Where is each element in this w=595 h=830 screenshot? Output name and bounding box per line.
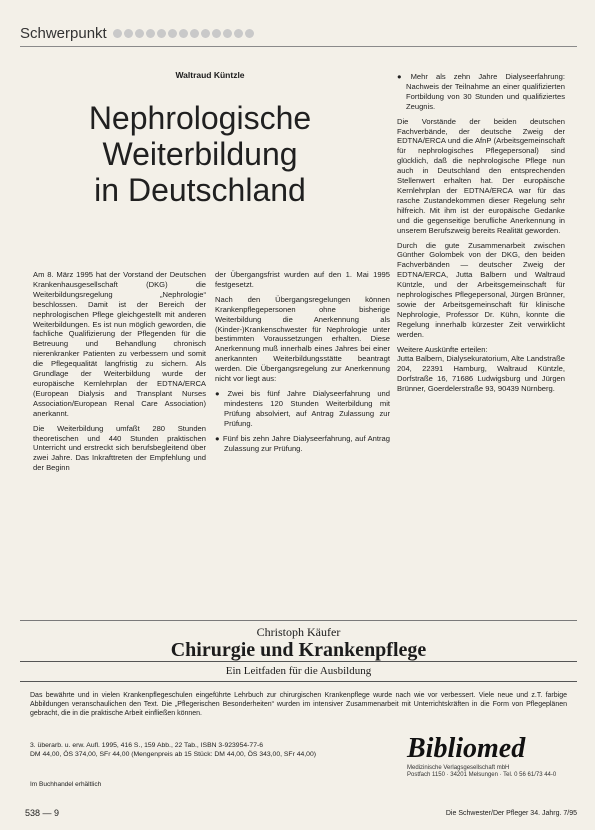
journal-reference: Die Schwester/Der Pfleger 34. Jahrg. 7/95: [445, 810, 577, 817]
bullet-item: ● Zwei bis fünf Jahre Dialyseerfahrung und mindestens 120 Stunden Weiterbildung mit Prüfung absolviert, auf Antrag Zulassung zur Prüfung.: [215, 389, 390, 429]
book-advertisement: [20, 620, 577, 816]
bullet-item: ● Fünf bis zehn Jahre Dialyseerfahrung, auf Antrag Zulassung zur Prüfung.: [215, 434, 390, 454]
paragraph: Die Weiterbildung umfaßt 280 Stunden theoretischen und 440 Stunden praktischen Unterricht und erstreckt sich berufsbegleitend über zwei Jahre. Das Inkrafttreten der Empfehlung und der Beginn: [33, 423, 206, 473]
contact-addresses: Jutta Balbern, Dialysekuratorium, Alte Landstraße 204, 22391 Hamburg, Waltraud Küntzle, Dorfstraße 16, 71686 Ludwigsburg und Jürgen Brünner, Goerdelerstraße 93, 90439 Nürnberg.: [397, 354, 565, 394]
divider: [20, 681, 577, 682]
header-rule: [20, 46, 577, 47]
book-subtitle: Ein Leitfaden für die Ausbildung: [225, 665, 372, 677]
section-header: [20, 22, 575, 44]
divider: [20, 661, 577, 662]
paragraph: Nach den Übergangsregelungen können Krankenpflegepersonen ohne bisherige Weiterbildung die Anerkennung als (Kinder-)Krankenschwester für Nephrologie unter bestimmten Voraussetzungen erhalten. Diese Anerkennung muß innerhalb eines Jahres bei einer anerkannten Weiterbildungsstätte beantragt werden. Die Übergangsregelung zur Anerkennung nicht vor liegt aus:: [215, 294, 390, 384]
page-number: 538 — 9: [25, 808, 60, 818]
article-column-2: [215, 270, 390, 458]
price-line: DM 44,00, ÖS 374,00, SFr 44,00 (Mengenpreis ab 15 Stück: DM 44,00, ÖS 343,00, SFr 44,00): [30, 751, 317, 758]
title-line: in Deutschland: [94, 172, 306, 208]
contact-heading: Weitere Auskünfte erteilen:: [397, 344, 488, 354]
section-label: Schwerpunkt: [20, 24, 107, 42]
decorative-dots: [113, 29, 254, 38]
publisher-tagline: Medizinische Verlagsgesellschaft mbH: [407, 765, 510, 771]
publisher-address: Postfach 1150 · 34201 Melsungen · Tel. 0 56 61/73 44-0: [407, 772, 557, 778]
article-title: [50, 100, 350, 208]
title-line: Nephrologische: [88, 100, 312, 136]
book-info: [30, 741, 380, 759]
page-footer: [25, 808, 577, 822]
edition-line: 3. überarb. u. erw. Aufl. 1995, 416 S., 159 Abb., 22 Tab., ISBN 3-923954-77-6: [30, 742, 264, 749]
publisher-logo: [407, 733, 557, 779]
book-description: Das bewährte und in vielen Krankenpflegeschulen eingeführte Lehrbuch zur chirurgischen Krankenpflege wurde nach wie vor verbessert. Viele neue und z.T. farbige Abbildungen veranschaulichen den Text. Die „Pflegerischen Besonderheiten“ wurden im intensiver Zusammenarbeit mit Unterrichtskräften in die Form von Pflegeplänen gebracht, die in die praktische Arbeit einfließen können.: [30, 692, 567, 717]
article-author: Waltraud Küntzle: [175, 70, 245, 80]
paragraph: Die Vorstände der beiden deutschen Fachverbände, der deutsche Zweig der EDTNA/ERCA und die AfnP (Arbeitsgemeinschaft für nephrologisches Pflegepersonal) sind glücklich, daß die nephrologische Pflege nun auch in Deutschland den entsprechenden Stellenwert erhalten hat. Der europäische Kernlehrplan der EDTNA/ERCA war für das rasche Zustandekommen dieser Regelung sehr hilfreich. Mit ihm ist der europäische Gedanke und die gegenseitige berufliche Anerkennung in unserem Berufszweig bereits Realität geworden.: [397, 116, 565, 235]
publisher-name: Bibliomed: [407, 733, 526, 764]
article-column-3: [397, 72, 565, 399]
title-line: Weiterbildung: [102, 136, 298, 172]
paragraph: Durch die gute Zusammenarbeit zwischen Günther Golombek von der DKG, den beiden Fachverbänden — deutscher Zweig der EDTNA/ERCA, Jutta Balbern und Waltraud Küntzle, und der Arbeitsgemeinschaft für nephrologisches Pflegepersonal, Jürgen Brünner, sowie der Arbeitsgemeinschaft für klinische Nephrologie, Professor Dr. Kühn, konnte die Regelung innerhalb kürzester Zeit verwirklicht werden.: [397, 240, 565, 339]
article-column-1: [33, 270, 206, 478]
bullet-item: ● Mehr als zehn Jahre Dialyseerfahrung: Nachweis der Teilnahme an einer qualifizierten Fortbildung von 30 Stunden und qualifiziertes Zeugnis.: [397, 72, 565, 112]
book-author: Christoph Käufer: [256, 625, 341, 639]
book-title: Chirurgie und Krankenpflege: [170, 639, 427, 661]
availability-note: Im Buchhandel erhältlich: [30, 781, 102, 788]
paragraph: Am 8. März 1995 hat der Vorstand der Deutschen Krankenhausgesellschaft (DKG) die Weiterbildungsregelung „Nephrologie“ beschlossen. Damit ist der Bereich der nephrologischen Pflege gleichgestellt mit anderen Weiterbildungen. Es ist nun möglich geworden, die fachliche Qualifizierung der Pflegenden für die Betreuung und Behandlung chronisch nierenkranker Patienten zu verbessern und somit die Pflegequalität langfristig zu sichern. Als Grundlage der Weiterbildung wurde der europäische Kernlehrplan der EDTNA/ERCA (European Dialysis and Transplant Nurses Association/European Renal Care Association) anerkannt.: [33, 270, 206, 418]
paragraph: der Übergangsfrist wurden auf den 1. Mai 1995 festgesetzt.: [215, 270, 390, 289]
